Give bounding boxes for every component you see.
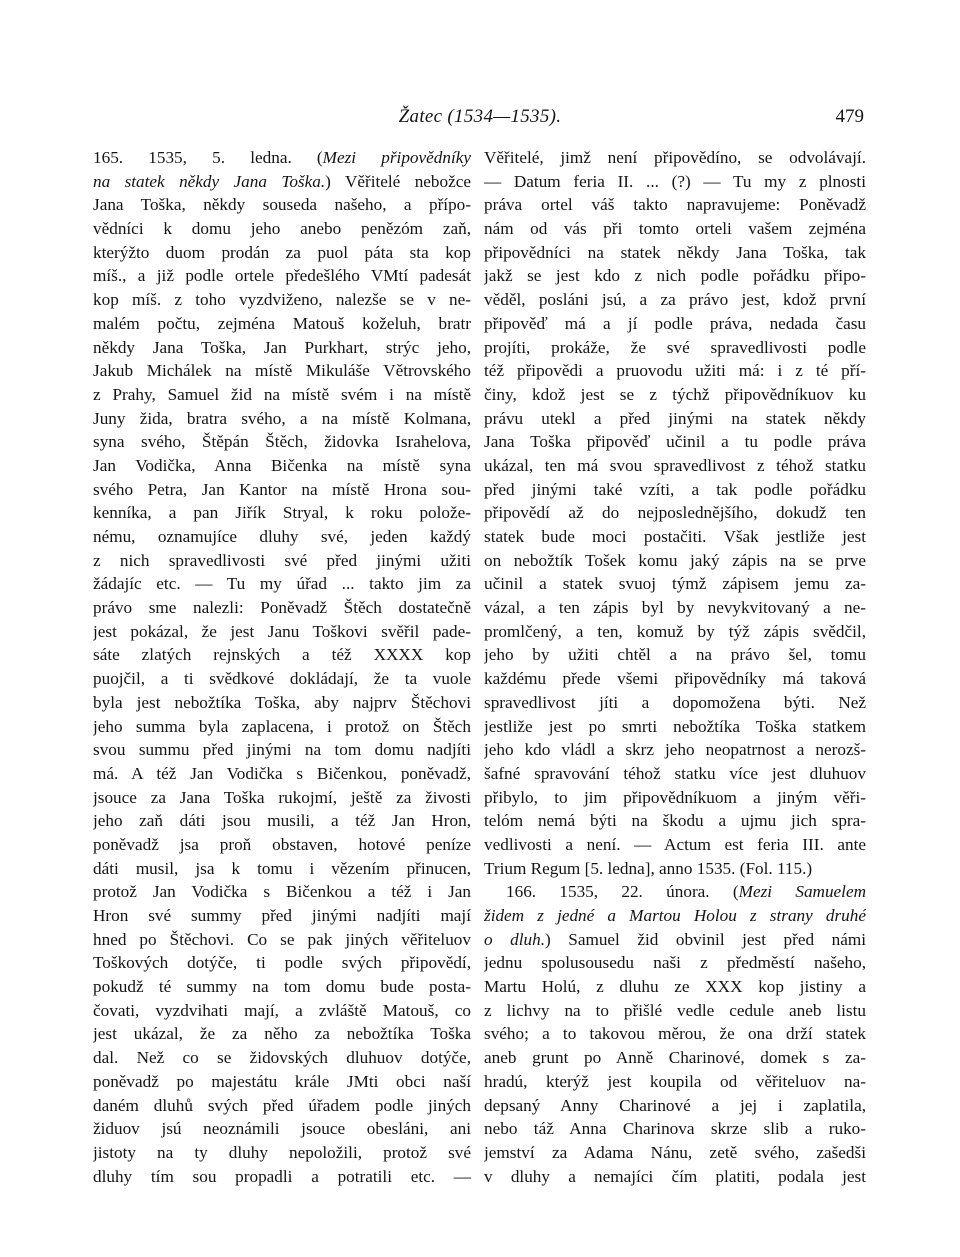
text-line: učinil a statek svuoj týmž zápisem jemu za- [484, 574, 866, 594]
text-line: svého; a to takovou měrou, že ona drží statek [484, 1024, 866, 1044]
text-line: malém počtu, zejména Matouš koželuh, bratr [93, 313, 471, 333]
text-line: Jana Toška, někdy souseda našeho, a přípo- [93, 195, 471, 215]
text-line: jest ukázal, že za něho za nebožtíka Toška [93, 1024, 471, 1044]
text-line: věděl, posláni jsú, a za právo jest, kdož první [484, 290, 866, 310]
text-line: jest pokázal, že jest Janu Toškovi svěřil pade- [93, 621, 471, 641]
text-line: jakž se jest kdo z nich podle pořádku připo- [484, 266, 866, 286]
text-span: ) Samuel žid obvinil jest před námi [545, 929, 866, 949]
italic-text: židem z jedné a Martou Holou z strany druhé [484, 906, 866, 925]
text-line: protož Jan Vodička s Bičenkou a též i Jan [93, 882, 471, 902]
text-line: pokudž té summy na tom domu bude posta- [93, 977, 471, 997]
text-line: připovědí až do nejposlednějšího, dokudž ten [484, 503, 866, 523]
text-line: — Datum feria II. ... (?) — Tu my z plnosti [484, 171, 866, 191]
text-line: svou summu před jinými na tom domu nadjíti [93, 740, 471, 760]
text-line: Věřitelé, jimž není připovědíno, se odvolávají. [484, 148, 866, 167]
text-line: má. A též Jan Vodička s Bičenkou, poněvadž, [93, 763, 471, 783]
page-number: 479 [835, 106, 864, 127]
text-line: nému, oznamujíce dluhy své, jeden každý [93, 527, 471, 546]
text-line: někdy Jana Toška, Jan Purkhart, strýc jeho, [93, 337, 471, 357]
text-line: promlčený, a ten, komuž by týž zápis svědčil, [484, 621, 866, 641]
text-span: 165. 1535, 5. ledna. ( [93, 148, 323, 167]
text-line [484, 880, 866, 904]
text-line: Jana Toška připověď učinil a tu podle práva [484, 432, 866, 452]
text-line: též připovědi a pruovodu užiti má: i z té pří- [484, 361, 866, 381]
text-line: kop míš. z toho vyzdviženo, nalezše se v ne- [93, 290, 471, 310]
text-line: jestliže jest po smrti nebožtíka Toška statkem [484, 716, 866, 736]
text-span: ) Věřitelé nebožce [325, 171, 471, 191]
text-line: čovati, vyzdvihati mají, a zvláště Matouš, co [93, 1000, 471, 1020]
text-line: nebo táž Anna Charinova skrze slib a ruko- [484, 1119, 866, 1139]
text-line: kterýžto duom prodán za puol páta sta kop [93, 242, 471, 262]
text-line: spravedlivost jíti a dopomožena býti. Než [484, 692, 866, 712]
text-line: depsaný Anny Charinové a jej i zaplatila, [484, 1095, 866, 1115]
text-line: vázal, a ten zápis byl by nevykvitovaný a ne- [484, 598, 866, 618]
text-line: poněvadž jsa proň obstaven, hotové peníze [93, 834, 471, 854]
text-line: sáte zlatých rejnských a též XXXX kop [93, 645, 471, 665]
text-line: ukázal, ten má svou spravedlivost z téhož statku [484, 455, 866, 475]
text-line: Toškových dotýče, ti podle svých připovědí, [93, 953, 471, 973]
text-line: Juny žida, bratra svého, a na místě Kolmana, [93, 408, 471, 428]
italic-text: o dluh. [484, 929, 545, 949]
italic-text: Mezi připovědníky [322, 148, 471, 167]
text-line: žádajíc etc. — Tu my úřad ... takto jim za [93, 574, 471, 594]
text-line: projíti, prokáže, že své spravedlivosti podle [484, 337, 866, 357]
text-line: dluhy tím sou propadli a potratili etc. — [93, 1166, 471, 1186]
text-line: jeho summa byla zaplacena, i protož on Štěch [93, 716, 471, 736]
text-line: před jinými také vzíti, a tak podle pořádku [484, 479, 866, 499]
text-line: jistoty na ty dluhy nepoložili, protož své [93, 1142, 471, 1162]
running-title: Žatec (1534—1535). [398, 106, 562, 127]
text-line [93, 146, 471, 170]
text-line: statek bude moci postačiti. Však jestliže jest [484, 527, 866, 546]
text-line: Hron své summy před jinými nadjíti mají [93, 906, 471, 925]
text-line: byla jest nebožtíka Toška, aby najprv Štěchovi [93, 692, 471, 712]
text-line: on nebožtík Tošek komu jaký zápis na se prve [484, 550, 866, 570]
text-line: puojčil, a ti svědkové dokládají, že ta vuole [93, 669, 471, 689]
text-line: z lichvy na to přišlé vedle cedule aneb listu [484, 1000, 866, 1020]
text-line: Trium Regum [5. ledna], anno 1535. (Fol. 115.) [484, 858, 813, 878]
text-line [484, 904, 866, 928]
text-line: činy, kdož jest se z týchž připovědníkuov ku [484, 384, 866, 404]
italic-text: Mezi Samuelem [738, 882, 866, 902]
text-line: připovědníci na statek někdy Jana Toška, tak [484, 242, 866, 262]
right-column [484, 146, 866, 1188]
text-line [484, 928, 866, 952]
text-line: Jakub Michálek na místě Mikuláše Větrovského [93, 361, 471, 381]
text-line: hradú, kterýž jest koupila od věřiteluov na- [484, 1071, 866, 1091]
text-line: připověď má a jí podle práva, nedada času [484, 313, 866, 333]
left-column [93, 146, 471, 1188]
text-line: židuov jsú neoznámili jsouce obesláni, ani [93, 1119, 471, 1139]
text-line: daném dluhů svých před úřadem podle jiných [93, 1095, 471, 1115]
text-line: vedlivosti a není. — Actum est feria III. ante [484, 834, 866, 854]
text-line: svého Petra, Jan Kantor na místě Hrona sou- [93, 479, 471, 499]
text-line: Martu Holú, z dluhu ze XXX kop jistiny a [484, 977, 866, 997]
text-line: telóm nemá býti na škodu a ujmu jich spra- [484, 811, 866, 831]
text-line: šafné spravování téhož statku více jest dluhuov [484, 763, 866, 783]
text-line: jeho by užiti chtěl a na právo šel, tomu [484, 645, 866, 665]
text-line: aneb grunt po Anně Charinové, domek s za- [484, 1048, 866, 1068]
text-line: právo sme nalezli: Poněvadž Štěch dostatečně [93, 598, 471, 618]
text-line: každému přede všemi připovědníky má taková [484, 669, 866, 689]
text-line: Jan Vodička, Anna Bičenka na místě syna [93, 455, 471, 475]
text-line [93, 170, 471, 194]
text-line: z Prahy, Samuel žid na místě svém i na místě [93, 384, 471, 404]
text-line: jeho kdo vládl a skrz jeho neopatrnost a nerozš- [484, 740, 866, 760]
text-line: jsouce za Jana Toška rukojmí, ještě za živosti [93, 787, 471, 807]
text-line: v dluhy a nemajíci čím platiti, podala jest [484, 1166, 866, 1186]
text-line: syna svého, Štěpán Štěch, židovka Israhelova, [93, 432, 471, 452]
text-line: dal. Než co se židovských dluhuov dotýče, [93, 1048, 471, 1068]
text-line: kenníka, a pan Jiřík Stryal, k roku polože- [93, 503, 471, 523]
text-line: jeho zaň dáti jsou musili, a též Jan Hron, [93, 811, 471, 831]
text-line: nám od vás při tomto orteli vašem zejména [484, 219, 866, 239]
text-line: hned po Štěchovi. Co se pak jiných věřiteluov [93, 929, 471, 949]
text-line: přibylo, to jim připovědníkuom a jiným věři- [484, 787, 866, 807]
text-line: jemství za Adama Nánu, zetě svého, zašedši [484, 1142, 866, 1162]
text-line: vědníci k domu jeho anebo penězóm zaň, [93, 219, 471, 239]
text-line: poněvadž po majestátu krále JMti obci naší [93, 1071, 471, 1091]
text-line: jednu spolusousedu naši z předměstí našeho, [484, 953, 866, 973]
text-line: právu utekl a před jinými na statek někdy [484, 408, 866, 428]
text-line: míš., a již podle ortele předešlého VMtí padesát [93, 266, 471, 286]
text-line: z nich spravedlivosti své před jinými užiti [93, 550, 471, 570]
text-span: 166. 1535, 22. února. ( [506, 882, 739, 902]
text-line: práva ortel váš takto napravujeme: Poněvadž [484, 195, 866, 215]
text-line: dáti musil, jsa k tomu i vězením přinucen, [93, 858, 471, 878]
italic-text: na statek někdy Jana Toška. [93, 171, 326, 191]
